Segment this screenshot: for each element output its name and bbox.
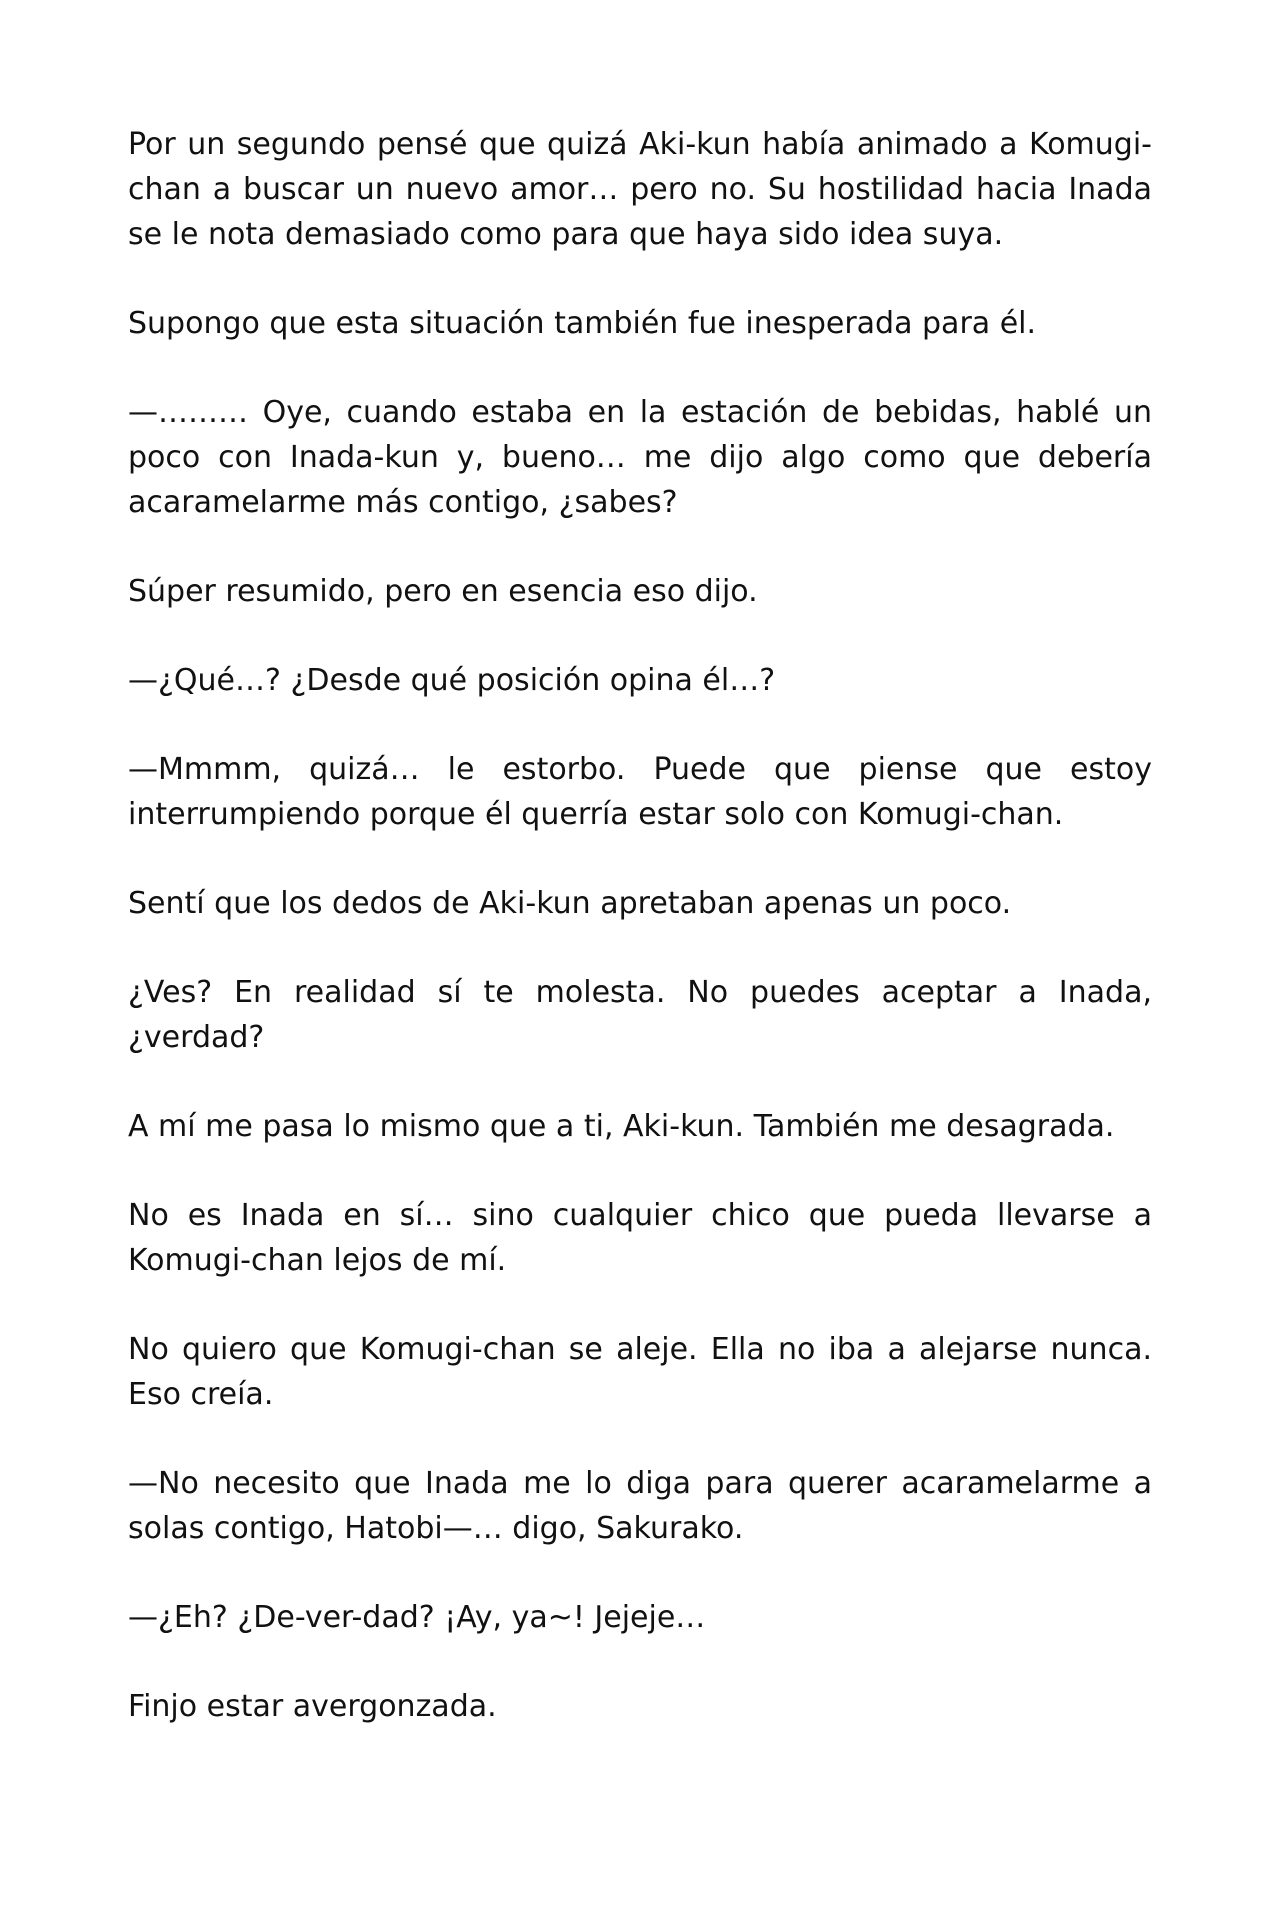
paragraph-10: No es Inada en sí… sino cualquier chico que pueda llevarse a Komugi-chan lejos de mí.: [128, 1198, 1152, 1278]
paragraph-5: —¿Qué…? ¿Desde qué posición opina él…?: [128, 663, 776, 698]
paragraph-1: Por un segundo pensé que quizá Aki-kun había animado a Komugi-chan a buscar un nuevo amor… pero no. Su hostilidad hacia Inada se le nota demasiado como para que haya sido idea suya.: [128, 127, 1152, 252]
paragraph-7: Sentí que los dedos de Aki-kun apretaban apenas un poco.: [128, 886, 1012, 921]
paragraph-6: —Mmmm, quizá… le estorbo. Puede que piense que estoy interrumpiendo porque él querría estar solo con Komugi-chan.: [128, 752, 1152, 832]
paragraph-14: Finjo estar avergonzada.: [128, 1689, 497, 1724]
paragraph-11: No quiero que Komugi-chan se aleje. Ella no iba a alejarse nunca. Eso creía.: [128, 1332, 1152, 1412]
paragraph-12: —No necesito que Inada me lo diga para querer acaramelarme a solas contigo, Hatobi—… digo, Sakurako.: [128, 1466, 1152, 1546]
paragraph-3: —……… Oye, cuando estaba en la estación de bebidas, hablé un poco con Inada-kun y, bueno… me dijo algo como que debería acaramelarme más contigo, ¿sabes?: [128, 395, 1152, 520]
paragraph-8: ¿Ves? En realidad sí te molesta. No puedes aceptar a Inada, ¿verdad?: [128, 975, 1152, 1055]
paragraph-9: A mí me pasa lo mismo que a ti, Aki-kun. También me desagrada.: [128, 1109, 1115, 1144]
paragraph-4: Súper resumido, pero en esencia eso dijo.: [128, 574, 758, 609]
paragraph-13: —¿Eh? ¿De-ver-dad? ¡Ay, ya~! Jejeje…: [128, 1600, 706, 1635]
paragraph-2: Supongo que esta situación también fue inesperada para él.: [128, 306, 1037, 341]
document-page: [128, 122, 1152, 1729]
